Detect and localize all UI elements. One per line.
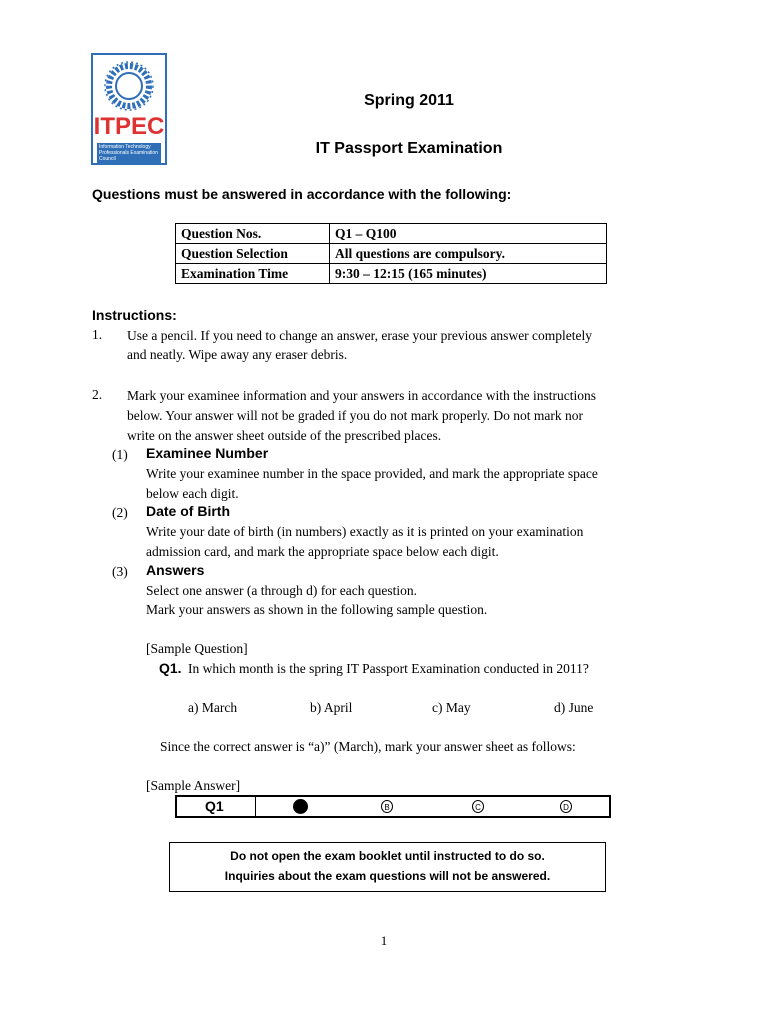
answer-row-label: Q1	[177, 797, 256, 816]
table-cell-label: Question Selection	[176, 244, 330, 264]
instruction-2-line-3: write on the answer sheet outside of the prescribed places.	[127, 428, 442, 443]
option-a: a) March	[188, 700, 238, 715]
sub-item-number: (3)	[112, 564, 128, 579]
instructions-heading: Instructions:	[92, 307, 177, 323]
logo-wordmark: ITPEC	[93, 113, 165, 140]
answers-line-2: Mark your answers as shown in the following sample question.	[146, 602, 488, 617]
answer-bubble-d: D	[560, 800, 572, 813]
date-of-birth-line-1: Write your date of birth (in numbers) exactly as it is printed on your examination	[146, 524, 584, 539]
table-cell-value: Q1 – Q100	[330, 224, 607, 244]
sample-question-heading: [Sample Question]	[146, 641, 248, 656]
table-row	[176, 244, 607, 264]
exam-info-table	[175, 223, 607, 284]
notice-line-2: Inquiries about the exam questions will not be answered.	[224, 869, 551, 883]
sample-answer-row	[175, 795, 611, 818]
sample-question-text: In which month is the spring IT Passport Examination conducted in 2011?	[188, 661, 589, 676]
answer-bubble-b: B	[381, 800, 393, 813]
instruction-2-line-1: Mark your examinee information and your answers in accordance with the instructions	[127, 388, 596, 403]
logo-subtitle: Information Technology Professionals Examination Council	[97, 143, 161, 163]
date-of-birth-line-2: admission card, and mark the appropriate space below each digit.	[146, 544, 499, 559]
sample-explanation: Since the correct answer is “a)” (March), mark your answer sheet as follows:	[160, 739, 576, 754]
examinee-number-line-1: Write your examinee number in the space provided, and mark the appropriate space	[146, 466, 598, 481]
sub-item-number: (2)	[112, 505, 128, 520]
table-cell-label: Examination Time	[176, 264, 330, 284]
answers-line-1: Select one answer (a through d) for each question.	[146, 583, 418, 598]
exam-title: IT Passport Examination	[315, 140, 503, 157]
exam-season: Spring 2011	[364, 92, 454, 109]
answers-heading: Answers	[146, 562, 205, 578]
sub-item-number: (1)	[112, 447, 128, 462]
table-cell-value: All questions are compulsory.	[330, 244, 607, 264]
item-number: 2.	[92, 387, 103, 402]
instruction-1-line-1: Use a pencil. If you need to change an answer, erase your previous answer completely	[127, 328, 593, 343]
notice-box	[169, 842, 606, 892]
notice-line-1: Do not open the exam booklet until instructed to do so.	[230, 849, 545, 863]
item-number: 1.	[92, 327, 103, 342]
sample-question-label: Q1.	[159, 660, 182, 676]
date-of-birth-heading: Date of Birth	[146, 503, 230, 519]
examinee-number-heading: Examinee Number	[146, 445, 269, 461]
table-cell-value: 9:30 – 12:15 (165 minutes)	[330, 264, 607, 284]
sample-answer-heading: [Sample Answer]	[146, 778, 241, 793]
table-row	[176, 224, 607, 244]
instruction-2-line-2: below. Your answer will not be graded if you do not mark properly. Do not mark nor	[127, 408, 584, 423]
answer-bubble-a-filled	[293, 799, 308, 814]
intro-heading: Questions must be answered in accordance with the following:	[92, 186, 512, 202]
table-row	[176, 264, 607, 284]
instruction-1-line-2: and neatly. Wipe away any eraser debris.	[127, 347, 348, 362]
answer-bubble-c: C	[472, 800, 484, 813]
page-number: 1	[380, 933, 388, 948]
option-b: b) April	[310, 700, 353, 715]
examinee-number-line-2: below each digit.	[146, 486, 239, 501]
option-c: c) May	[432, 700, 471, 715]
table-cell-label: Question Nos.	[176, 224, 330, 244]
option-d: d) June	[554, 700, 594, 715]
